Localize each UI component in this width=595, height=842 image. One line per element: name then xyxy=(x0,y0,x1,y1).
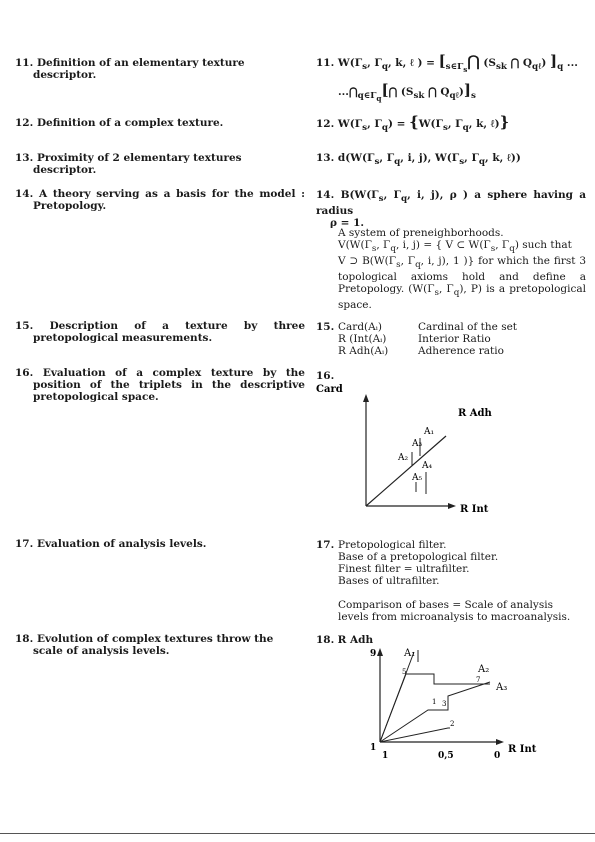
axis-label-rint: R Int xyxy=(508,744,537,755)
item-number: 15. xyxy=(15,320,34,332)
item-text: Evaluation of analysis levels. xyxy=(36,538,207,550)
item-number: 12. xyxy=(15,117,34,129)
formula-12: 12. $W(\Gamma_s$, $\Gamma_q) = \{W(\Gamma_s$, $\Gamma_q$, k, ℓ)} xyxy=(316,113,510,134)
point-a2: A₂ xyxy=(398,453,409,463)
item-15-right xyxy=(316,321,586,357)
diagonal-line xyxy=(366,436,446,506)
item-number: 12. xyxy=(316,118,335,130)
curve-a2 xyxy=(380,674,490,742)
item-text: Definition of an elementary texture descriptor. xyxy=(33,57,245,81)
item-15-left xyxy=(15,320,305,344)
point-a4: A₄ xyxy=(422,461,433,471)
item-17-left xyxy=(15,538,305,550)
item-number: 13. xyxy=(15,152,34,164)
label-a1: A₁ xyxy=(404,648,416,659)
filter-line: Base of a pretopological filter. xyxy=(338,551,499,563)
tick-2: 2 xyxy=(450,720,455,728)
pretop-text: is a pretopological space. xyxy=(338,283,586,312)
formula-13: 13. $d(W(\Gamma_s$, $\Gamma_q$, i, j), $W(\Gamma_s$, $\Gamma_q$, k, ℓ)) xyxy=(316,152,521,168)
item-text: Proximity of 2 elementary textures descriptor. xyxy=(33,152,242,176)
item-number: 11. xyxy=(15,57,34,69)
item-text: A theory serving as a basis for the model : Pretopology. xyxy=(33,188,306,212)
origin-1: 1 xyxy=(370,743,377,753)
filter-line: Bases of ultrafilter. xyxy=(338,575,440,587)
point-a5: A₅ xyxy=(412,473,423,483)
formula-11: 11. $W(\Gamma_s$, $\Gamma_q$, k, ℓ ) = [$_{s\in\Gamma_s}⋂$ ($S_{sk}$ ⋂ $Q_{q\ell}$) ]$_q$ ... xyxy=(316,52,578,74)
tick-7: 7 xyxy=(476,676,481,684)
x-axis-arrow xyxy=(448,503,456,509)
system-text: A system of preneighborhoods. xyxy=(338,227,504,239)
item-number: 11. xyxy=(316,57,335,69)
figure-16-diagram xyxy=(310,380,510,520)
item-17-right xyxy=(316,539,586,587)
item-14-left xyxy=(15,188,305,212)
axis-label-rint: R Int xyxy=(460,504,489,515)
measure-desc: Adherence ratio xyxy=(418,345,504,357)
sphere-text: ) a sphere having a radius xyxy=(316,189,587,218)
axis-label-radh: R Adh xyxy=(458,408,492,419)
tick-9: 9 xyxy=(370,649,377,659)
item-16-left xyxy=(15,367,305,403)
measure-symbol: R (Int(Aᵢ) xyxy=(338,333,387,345)
item-12-left xyxy=(15,117,305,129)
measure-desc: Interior Ratio xyxy=(418,333,491,345)
y-axis-arrow xyxy=(377,648,383,656)
tick-5: 5 xyxy=(402,668,407,676)
axioms-text: for which the first 3 topological axioms hold and define a Pretopology. xyxy=(338,255,586,296)
x-tick-1: 1 xyxy=(382,751,389,761)
point-a1: A₁ xyxy=(424,427,435,437)
item-14-system: A system of preneighborhoods. $V(W(\Gamma_s$, $\Gamma_q$, i, j) = { V ⊂ $W(\Gamma_s$, $\Gamma_q$) such that V ⊃ $B(W(\Gamma_s$, $\Gamma_q$, i, j), 1 )} for which the first 3 topological axioms hold and define a Pretopology. ($W(\Gamma_s$, $\Gamma_q$), P) is a pretopological space. xyxy=(338,227,586,312)
item-18-right xyxy=(316,634,586,646)
axis-label-card: Card xyxy=(316,384,343,395)
item-18-left xyxy=(15,633,305,657)
item-number: 18. xyxy=(15,633,34,645)
item-text: Description of a texture by three pretopological measurements. xyxy=(33,320,305,344)
item-number: 16. xyxy=(15,367,34,379)
item-11-left xyxy=(15,57,305,81)
tick-1-inner: 1 xyxy=(432,698,437,706)
curve-a3 xyxy=(380,682,490,742)
item-number: 14. xyxy=(316,189,335,201)
item-13-left xyxy=(15,152,305,176)
such-that-text: such that xyxy=(522,239,572,251)
filter-line: Finest filter = ultrafilter. xyxy=(338,563,470,575)
figure-18-diagram xyxy=(360,646,550,766)
x-tick-0: 0 xyxy=(494,751,501,761)
formula-11-cont: $...⋂_{q\in\Gamma_q}[⋂$ ($S_{sk}$ ⋂ $Q_{q\ell})]_s$ xyxy=(338,81,476,103)
x-tick-05: 0,5 xyxy=(438,751,454,761)
item-17-compare xyxy=(338,599,586,623)
measure-symbol: R Adh(Aᵢ) xyxy=(338,345,389,357)
item-text: Evaluation of a complex texture by the position of the triplets in the descriptive pretopological space. xyxy=(33,367,305,403)
axis-label-radh: R Adh xyxy=(337,634,374,646)
label-a2: A₂ xyxy=(478,664,490,675)
item-number: 14. xyxy=(15,188,34,200)
item-number: 13. xyxy=(316,152,335,164)
tick-3: 3 xyxy=(442,700,447,708)
item-number: 17. xyxy=(15,538,34,550)
filter-line: Pretopological filter. xyxy=(338,539,447,551)
y-axis-arrow xyxy=(363,394,369,402)
point-a3: A₃ xyxy=(412,439,423,449)
item-number: 16. xyxy=(316,370,335,382)
compare-text: Comparison of bases = Scale of analysis levels from microanalysis to macroanalysis. xyxy=(338,599,571,623)
item-number: 17. xyxy=(316,539,335,551)
measure-desc: Cardinal of the set xyxy=(418,321,518,333)
formula-14: 14. $B(W(\Gamma_s$, $\Gamma_q$, i, j), ρ ) a sphere having a radius ρ = 1. xyxy=(316,189,587,230)
label-a3: A₃ xyxy=(496,682,508,693)
footer-rule xyxy=(0,833,595,834)
item-number: 15. xyxy=(316,321,335,333)
x-axis-arrow xyxy=(496,739,504,745)
item-text: Definition of a complex texture. xyxy=(36,117,224,129)
item-number: 18. xyxy=(316,634,335,646)
measure-symbol: Card(Aᵢ) xyxy=(338,321,382,333)
item-text: Evolution of complex textures throw the scale of analysis levels. xyxy=(33,633,274,657)
